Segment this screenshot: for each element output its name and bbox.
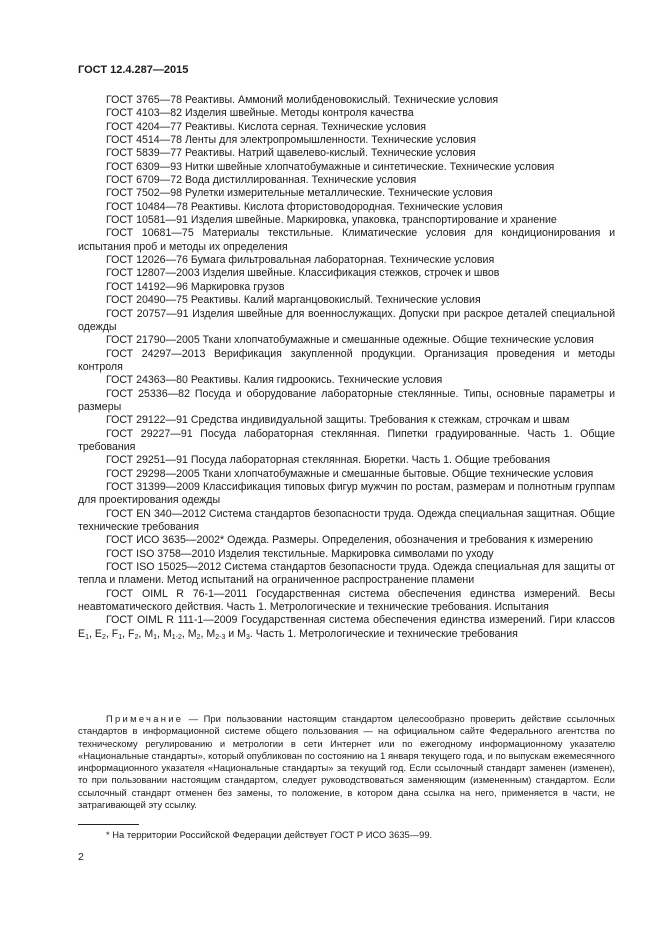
reference-item: ГОСТ 31399—2009 Классификация типовых фигур мужчин по ростам, размерам и полнотным группам для проектирования одежды	[78, 480, 615, 507]
reference-item: ГОСТ 12807—2003 Изделия швейные. Классификация стежков, строчек и швов	[106, 267, 500, 280]
weight-class	[144, 628, 163, 640]
reference-item: ГОСТ EN 340—2012 Система стандартов безопасности труда. Одежда специальная защитная. Общие технические требования	[78, 507, 615, 533]
separator: ,	[88, 627, 95, 640]
reference-item: ГОСТ 6309—93 Нитки швейные хлопчатобумажные и синтетические. Технические условия	[106, 160, 555, 173]
reference-item: ГОСТ ISO 3758—2010 Изделия текстильные. Маркировка символами по уходу	[106, 547, 494, 560]
weight-classes	[78, 628, 250, 640]
weight-class	[237, 628, 250, 640]
weight-class-base: M	[206, 627, 216, 640]
weight-class	[128, 628, 144, 640]
weight-class-subscript: 1	[153, 633, 158, 641]
weight-class-subscript: 2-3	[215, 633, 226, 641]
weight-class	[163, 628, 188, 640]
reference-item: ГОСТ 25336—82 Посуда и оборудование лабораторные стеклянные. Типы, основные параметры и размеры	[78, 387, 615, 413]
reference-item: ГОСТ 29122—91 Средства индивидуальной защиты. Требования к стежкам, строчкам и швам	[106, 414, 570, 427]
weight-class	[206, 628, 237, 640]
reference-item: ГОСТ 6709—72 Вода дистиллированная. Технические условия	[106, 174, 417, 187]
reference-item: ГОСТ 21790—2005 Ткани хлопчатобумажные и смешанные одежные. Общие технические условия	[106, 334, 594, 347]
weight-class-subscript: 2	[134, 633, 139, 641]
reference-item: ГОСТ 3765—78 Реактивы. Аммоний молибденовокислый. Технические условия	[106, 94, 499, 106]
reference-item: ГОСТ 29298—2005 Ткани хлопчатобумажные и смешанные бытовые. Общие технические условия	[106, 467, 594, 480]
separator: ,	[138, 627, 145, 640]
weight-class-subscript: 1	[118, 633, 123, 641]
note-text: — При пользовании настоящим стандартом целесообразно проверить действие ссылочных стандартов в информационной системе общего пользования — на официальном сайте Федерального агентства по техническому регулированию и метрологии в сети Интернет или по ежегодному информационному указателю «Национальные стандарты», который опубликован по состоянию на 1 января текущего года, и по выпускам ежемесячного информационного указателя «Национальные стандарты» за текущий год. Если ссылочный стандарт заменен (изменен), то при пользовании настоящим стандартом, следует руководствоваться заменяющим (измененным) стандартом. Если ссылочный стандарт отменен без замены, то положение, в котором дана ссылка на него, применяется в части, не затрагивающей эту ссылку.	[78, 713, 615, 811]
page-number: 2	[78, 851, 84, 863]
reference-item: ГОСТ 20490—75 Реактивы. Калий марганцовокислый. Технические условия	[106, 294, 481, 307]
reference-item: ГОСТ ИСО 3635—2002* Одежда. Размеры. Определения, обозначения и требования к измерению	[106, 534, 593, 547]
weight-class-base: M	[187, 627, 197, 640]
separator: и	[225, 627, 238, 640]
weight-class-base: M	[144, 627, 154, 640]
note-paragraph	[78, 713, 615, 811]
reference-item: ГОСТ 7502—98 Рулетки измерительные металлические. Технические условия	[106, 187, 493, 200]
separator: ,	[181, 627, 188, 640]
note-label: Примечание	[106, 713, 184, 724]
reference-item: ГОСТ 4103—82 Изделия швейные. Методы контроля качества	[106, 107, 414, 120]
weight-class-subscript: 1-2	[171, 633, 182, 641]
separator: ,	[105, 627, 112, 640]
weight-class-subscript: 2	[101, 633, 106, 641]
footnote: * На территории Российской Федерации действует ГОСТ Р ИСО 3635—99.	[106, 829, 433, 840]
weight-class-subscript: 2	[196, 633, 201, 641]
weight-class-base: M	[237, 627, 246, 640]
reference-item: ГОСТ 14192—96 Маркировка грузов	[106, 280, 285, 293]
reference-item: ГОСТ OIML R 76-1—2011 Государственная система обеспечения единства измерений. Весы неавтоматического действия. Часть 1. Метрологические и технические требования. Испытания	[78, 587, 615, 614]
reference-item: ГОСТ 29227—91 Посуда лабораторная стеклянная. Пипетки градуированные. Часть 1. Общие требования	[78, 427, 615, 453]
reference-item: ГОСТ 10484—78 Реактивы. Кислота фтористоводородная. Технические условия	[106, 200, 503, 213]
weight-class-subscript: 1	[85, 633, 89, 641]
weight-class	[188, 628, 207, 640]
weight-class-base: F	[111, 627, 119, 640]
weight-class-base: E	[78, 627, 86, 640]
separator: ,	[157, 627, 163, 640]
weight-class	[112, 628, 128, 640]
separator: ,	[200, 627, 207, 640]
reference-item: ГОСТ 10581—91 Изделия швейные. Маркировка, упаковка, транспортирование и хранение	[106, 214, 557, 227]
reference-item: ГОСТ 4514—78 Ленты для электропромышленности. Технические условия	[106, 134, 476, 147]
weight-class-subscript: 3	[246, 633, 250, 641]
reference-item: ГОСТ ISO 15025—2012 Система стандартов безопасности труда. Одежда специальная для защиты от тепла и пламени. Метод испытаний на ограниченное распространение пламени	[78, 561, 615, 587]
separator: ,	[122, 627, 129, 640]
reference-item: ГОСТ 10681—75 Материалы текстильные. Климатические условия для кондиционирования и испытания проб и методы их определения	[78, 227, 615, 253]
weight-class	[95, 628, 112, 640]
reference-text-after: . Часть 1. Метрологические и технические требования	[249, 627, 518, 640]
reference-item: ГОСТ 12026—76 Бумага фильтровальная лабораторная. Технические условия	[106, 254, 495, 267]
weight-class-base: M	[162, 627, 172, 640]
weight-class	[78, 628, 95, 640]
reference-item-oiml-r-111-1	[78, 614, 615, 641]
reference-item: ГОСТ 4204—77 Реактивы. Кислота серная. Технические условия	[106, 120, 427, 133]
reference-item: ГОСТ 5839—77 Реактивы. Натрий щавелево-кислый. Технические условия	[106, 147, 476, 160]
weight-class-base: F	[128, 627, 135, 640]
document-header: ГОСТ 12.4.287—2015	[78, 64, 189, 76]
weight-class-base: E	[94, 627, 102, 640]
reference-item: ГОСТ 29251—91 Посуда лабораторная стеклянная. Бюретки. Часть 1. Общие требования	[106, 454, 551, 467]
reference-item: ГОСТ 20757—91 Изделия швейные для военнослужащих. Допуски при раскрое деталей специальной одежды	[78, 307, 615, 333]
reference-item: ГОСТ 24297—2013 Верификация закупленной продукции. Организация проведения и методы контроля	[78, 347, 615, 373]
footnote-divider	[78, 824, 139, 825]
normative-references-list	[78, 94, 615, 641]
reference-text-before: ГОСТ OIML R 111-1—2009 Государственная система обеспечения единства измерений. Гири классов	[106, 614, 615, 627]
reference-item: ГОСТ 24363—80 Реактивы. Калия гидроокись. Технические условия	[106, 374, 443, 387]
